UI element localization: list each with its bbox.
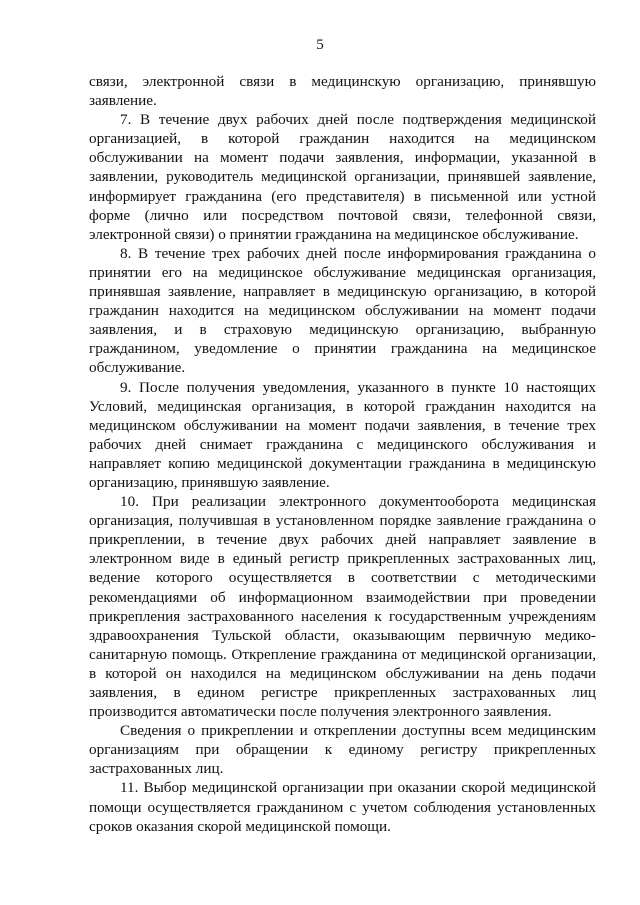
paragraph-item-9: 9. После получения уведомления, указанного в пункте 10 настоящих Условий, медицинская организация, в которой гражданин находится на медицинском обслуживании на момент подачи заявления, в течение трех рабочих дней снимает гражданина с медицинского обслуживания и направляет копию медицинской документации гражданина в медицинскую организацию, принявшую заявление. [89,378,596,491]
document-body [89,72,596,836]
paragraph-item-8: 8. В течение трех рабочих дней после информирования гражданина о принятии его на медицинское обслуживание медицинская организация, принявшая заявление, направляет в медицинскую организацию, в которой гражданин находится на медицинском обслуживании на момент подачи заявления, и в страховую медицинскую организацию, выбранную гражданином, уведомление о принятии гражданина на медицинское обслуживание. [89,244,596,377]
paragraph-continuation: связи, электронной связи в медицинскую организацию, принявшую заявление. [89,73,596,110]
paragraph-item-7: 7. В течение двух рабочих дней после подтверждения медицинской организацией, в которой гражданин находится на медицинском обслуживании на момент подачи заявления, информации, указанной в заявлении, руководитель медицинской организации, принявшей заявление, информирует гражданина (его представителя) в письменной или устной форме (лично или посредством почтовой связи, телефонной связи, электронной связи) о принятии гражданина на медицинское обслуживание. [89,111,596,243]
paragraph-registry-info: Сведения о прикреплении и откреплении доступны всем медицинским организациям при обращении к единому регистру прикрепленных застрахованных лиц. [89,722,596,778]
paragraph-item-11: 11. Выбор медицинской организации при оказании скорой медицинской помощи осуществляется гражданином с учетом соблюдения установленных сроков оказания скорой медицинской помощи. [89,779,596,835]
page-number: 5 [316,37,324,53]
paragraph-item-10: 10. При реализации электронного документооборота медицинская организация, получившая в установленном порядке заявление гражданина о прикреплении, в течение двух рабочих дней направляет заявление в электронном виде в единый регистр прикрепленных застрахованных лиц, ведение которого осуществляется в соответствии с методическими рекомендациями об информационном взаимодействии при проведении прикрепления застрахованного населения к государственным учреждениям здравоохранения Тульской области, оказывающим первичную медико-санитарную помощь. Открепление гражданина от медицинской организации, в которой он находился на медицинском обслуживании на день подачи заявления, в едином регистре прикрепленных застрахованных лиц производится автоматически после получения электронного заявления. [89,493,596,721]
